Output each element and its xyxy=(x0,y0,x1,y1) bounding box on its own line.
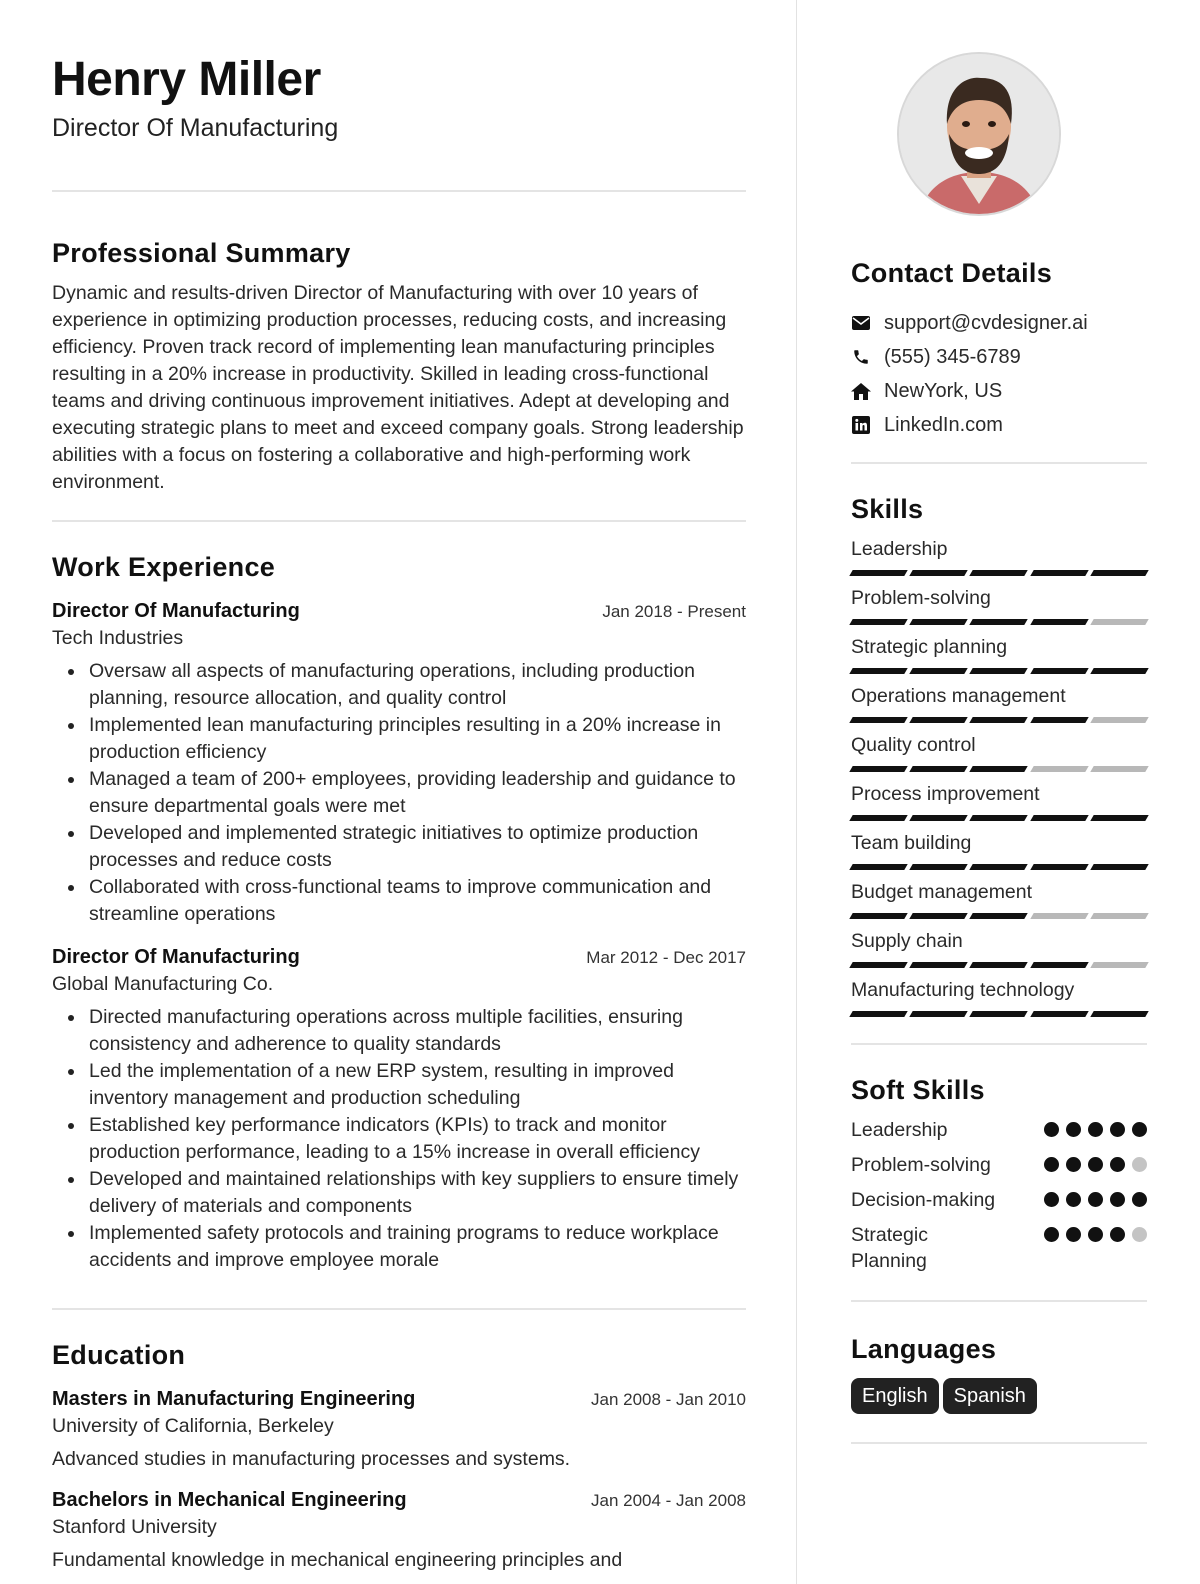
rating-dot xyxy=(1088,1192,1103,1207)
skill-level-segment xyxy=(1030,815,1089,821)
skill-level-segment xyxy=(1090,570,1149,576)
skill-level-segment xyxy=(849,815,908,821)
skill-name: Supply chain xyxy=(851,930,963,952)
job-bullet: Oversaw all aspects of manufacturing operations, including production planning, resource allocation, and quality control xyxy=(89,658,746,712)
summary-heading: Professional Summary xyxy=(52,238,351,268)
skill-level-segment xyxy=(849,864,908,870)
skill-level-bar xyxy=(851,962,1147,968)
contact-phone-text: (555) 345-6789 xyxy=(884,345,1021,368)
contact-location xyxy=(851,374,1147,408)
languages-heading: Languages xyxy=(851,1334,997,1364)
job-bullet: Led the implementation of a new ERP system, resulting in improved inventory management and production scheduling xyxy=(89,1058,746,1112)
job-bullets xyxy=(52,658,746,928)
job-bullet: Established key performance indicators (KPIs) to track and monitor production performance, leading to a 15% increase in overall efficiency xyxy=(89,1112,746,1166)
skill-level-segment xyxy=(1030,864,1089,870)
skill-level-segment xyxy=(970,1011,1029,1017)
experience-section xyxy=(52,550,746,1274)
envelope-icon xyxy=(851,313,871,333)
job-header xyxy=(52,598,746,625)
job-bullet: Implemented safety protocols and training programs to reduce workplace accidents and improve employee morale xyxy=(89,1220,746,1274)
skill-level-segment xyxy=(849,962,908,968)
education-header xyxy=(52,1386,746,1413)
contact-location-text: NewYork, US xyxy=(884,379,1003,402)
skill-level-segment xyxy=(849,913,908,919)
home-icon xyxy=(851,381,871,401)
skill-level-segment xyxy=(1090,1011,1149,1017)
soft-skill-name: Leadership xyxy=(851,1119,948,1141)
soft-skill-item xyxy=(851,1152,1147,1178)
skill-level-segment xyxy=(970,619,1029,625)
job-role: Director Of Manufacturing xyxy=(52,600,300,622)
contact-heading: Contact Details xyxy=(851,258,1053,288)
skill-level-segment xyxy=(970,962,1029,968)
skill-level-segment xyxy=(1090,913,1149,919)
skill-level-segment xyxy=(1030,717,1089,723)
rating-dot xyxy=(1044,1192,1059,1207)
phone-icon xyxy=(851,347,871,367)
job-bullet: Developed and maintained relationships with key suppliers to ensure timely delivery of materials and components xyxy=(89,1166,746,1220)
experience-heading: Work Experience xyxy=(52,552,276,582)
skill-level-segment xyxy=(849,619,908,625)
skill-item xyxy=(851,683,1147,723)
skill-level-bar xyxy=(851,913,1147,919)
divider xyxy=(52,190,746,192)
skill-level-segment xyxy=(909,619,968,625)
rating-dot xyxy=(1066,1192,1081,1207)
soft-skills-heading: Soft Skills xyxy=(851,1075,985,1105)
rating-dot xyxy=(1132,1192,1147,1207)
skill-level-segment xyxy=(909,668,968,674)
soft-skill-item xyxy=(851,1222,1147,1274)
education-list xyxy=(52,1386,746,1574)
education-degree: Masters in Manufacturing Engineering xyxy=(52,1388,416,1410)
rating-dot xyxy=(1088,1122,1103,1137)
soft-skill-rating xyxy=(1044,1117,1147,1137)
skill-item xyxy=(851,585,1147,625)
education-dates: Jan 2008 - Jan 2010 xyxy=(590,1390,746,1409)
skill-level-segment xyxy=(970,570,1029,576)
skill-level-bar xyxy=(851,766,1147,772)
skill-level-bar xyxy=(851,1011,1147,1017)
divider xyxy=(52,1308,746,1310)
rating-dot xyxy=(1110,1122,1125,1137)
rating-dot xyxy=(1066,1227,1081,1242)
job-dates: Jan 2018 - Present xyxy=(602,602,746,621)
skill-item xyxy=(851,928,1147,968)
skill-level-bar xyxy=(851,815,1147,821)
skill-item xyxy=(851,781,1147,821)
education-description: Fundamental knowledge in mechanical engineering principles and xyxy=(52,1549,623,1571)
rating-dot xyxy=(1044,1227,1059,1242)
skill-level-segment xyxy=(909,717,968,723)
skill-level-segment xyxy=(1030,619,1089,625)
job-header xyxy=(52,944,746,971)
skill-name: Strategic planning xyxy=(851,636,1008,658)
job-bullet: Developed and implemented strategic initiatives to optimize production processes and reduce costs xyxy=(89,820,746,874)
soft-skill-name: Problem-solving xyxy=(851,1154,991,1176)
profile-photo xyxy=(897,52,1061,216)
avatar-illustration xyxy=(899,54,1059,214)
skill-level-segment xyxy=(909,570,968,576)
rating-dot xyxy=(1132,1157,1147,1172)
skills-list xyxy=(851,536,1147,1017)
skill-item xyxy=(851,977,1147,1017)
rating-dot xyxy=(1044,1157,1059,1172)
summary-text: Dynamic and results-driven Director of Manufacturing with over 10 years of experience in optimizing production processes, reducing costs, and increasing efficiency. Proven track record of implementing lean manufacturing principles resulting in a 20% increase in productivity. Skilled in leading cross-functional teams and driving continuous improvement initiatives. Adept at developing and executing strategic plans to meet and exceed company goals. Strong leadership abilities with a focus on fostering a collaborative and high-performing work environment. xyxy=(52,282,744,493)
skill-level-segment xyxy=(970,815,1029,821)
skill-item xyxy=(851,879,1147,919)
job-bullet: Managed a team of 200+ employees, providing leadership and guidance to ensure departmental goals were met xyxy=(89,766,746,820)
skill-level-bar xyxy=(851,570,1147,576)
language-chip: English xyxy=(851,1378,939,1414)
contact-email[interactable] xyxy=(851,306,1147,340)
education-entry xyxy=(52,1386,746,1473)
skill-level-segment xyxy=(970,668,1029,674)
rating-dot xyxy=(1066,1157,1081,1172)
summary-section xyxy=(52,236,746,496)
skill-item xyxy=(851,536,1147,576)
education-school: University of California, Berkeley xyxy=(52,1415,334,1437)
education-header xyxy=(52,1487,746,1514)
skill-level-segment xyxy=(970,717,1029,723)
job-list xyxy=(52,598,746,1274)
languages-list xyxy=(851,1378,1147,1414)
job-bullets xyxy=(52,1004,746,1274)
language-chip: Spanish xyxy=(943,1378,1037,1414)
soft-skill-name: Decision-making xyxy=(851,1189,996,1211)
soft-skill-item xyxy=(851,1117,1147,1143)
skill-level-segment xyxy=(1090,717,1149,723)
sidebar xyxy=(851,52,1147,1444)
job-dates: Mar 2012 - Dec 2017 xyxy=(586,948,746,967)
skill-level-segment xyxy=(970,913,1029,919)
soft-skills-list xyxy=(851,1117,1147,1274)
skill-name: Budget management xyxy=(851,881,1033,903)
skill-level-segment xyxy=(909,766,968,772)
rating-dot xyxy=(1088,1227,1103,1242)
education-entry xyxy=(52,1487,746,1574)
contact-phone[interactable] xyxy=(851,340,1147,374)
skill-level-bar xyxy=(851,619,1147,625)
skill-item xyxy=(851,830,1147,870)
skill-level-segment xyxy=(849,766,908,772)
job-entry xyxy=(52,598,746,928)
skill-level-segment xyxy=(1090,766,1149,772)
skill-level-segment xyxy=(849,717,908,723)
soft-skill-rating xyxy=(1044,1187,1147,1207)
skill-name: Team building xyxy=(851,832,972,854)
rating-dot xyxy=(1044,1122,1059,1137)
job-entry xyxy=(52,944,746,1274)
skill-level-segment xyxy=(849,1011,908,1017)
skill-level-segment xyxy=(1030,1011,1089,1017)
job-bullet: Implemented lean manufacturing principles resulting in a 20% increase in production efficiency xyxy=(89,712,746,766)
skill-name: Operations management xyxy=(851,685,1066,707)
education-dates: Jan 2004 - Jan 2008 xyxy=(590,1491,746,1510)
skill-name: Quality control xyxy=(851,734,976,756)
education-heading: Education xyxy=(52,1340,186,1370)
skill-level-segment xyxy=(1030,668,1089,674)
skill-level-segment xyxy=(909,1011,968,1017)
rating-dot xyxy=(1132,1227,1147,1242)
divider xyxy=(851,1300,1147,1302)
skill-level-segment xyxy=(849,570,908,576)
soft-skill-rating xyxy=(1044,1152,1147,1172)
skills-heading: Skills xyxy=(851,494,924,524)
skill-level-segment xyxy=(1030,766,1089,772)
divider xyxy=(851,1043,1147,1045)
skill-level-bar xyxy=(851,864,1147,870)
rating-dot xyxy=(1110,1192,1125,1207)
linkedin-icon xyxy=(851,415,871,435)
divider xyxy=(851,1442,1147,1444)
skill-level-segment xyxy=(849,668,908,674)
skill-level-segment xyxy=(909,815,968,821)
skill-level-segment xyxy=(1030,913,1089,919)
skill-level-segment xyxy=(1090,815,1149,821)
skill-name: Manufacturing technology xyxy=(851,979,1075,1001)
job-company: Global Manufacturing Co. xyxy=(52,973,274,995)
job-role: Director Of Manufacturing xyxy=(52,946,300,968)
rating-dot xyxy=(1110,1157,1125,1172)
soft-skill-item xyxy=(851,1187,1147,1213)
rating-dot xyxy=(1088,1157,1103,1172)
skill-level-segment xyxy=(1030,962,1089,968)
skill-level-segment xyxy=(970,864,1029,870)
rating-dot xyxy=(1110,1227,1125,1242)
skill-level-segment xyxy=(909,962,968,968)
skill-name: Leadership xyxy=(851,538,948,560)
skill-level-bar xyxy=(851,668,1147,674)
education-description: Advanced studies in manufacturing processes and systems. xyxy=(52,1448,571,1470)
job-company: Tech Industries xyxy=(52,627,184,649)
contact-linkedin-text: LinkedIn.com xyxy=(884,413,1003,436)
main-column xyxy=(52,52,746,1574)
contact-linkedin[interactable] xyxy=(851,408,1147,442)
skill-level-segment xyxy=(1090,962,1149,968)
education-school: Stanford University xyxy=(52,1516,217,1538)
rating-dot xyxy=(1132,1122,1147,1137)
skill-level-segment xyxy=(909,913,968,919)
skill-level-segment xyxy=(1090,668,1149,674)
skill-name: Process improvement xyxy=(851,783,1040,805)
skill-level-segment xyxy=(1090,619,1149,625)
skill-item xyxy=(851,732,1147,772)
soft-skill-rating xyxy=(1044,1222,1147,1242)
skill-item xyxy=(851,634,1147,674)
skill-name: Problem-solving xyxy=(851,587,991,609)
candidate-title: Director Of Manufacturing xyxy=(52,114,339,142)
skill-level-segment xyxy=(909,864,968,870)
contact-email-text: support@cvdesigner.ai xyxy=(884,311,1088,334)
job-bullet: Collaborated with cross-functional teams to improve communication and streamline operations xyxy=(89,874,746,928)
contact-list xyxy=(851,306,1147,442)
soft-skill-name: Strategic Planning xyxy=(851,1224,928,1272)
skill-level-bar xyxy=(851,717,1147,723)
rating-dot xyxy=(1066,1122,1081,1137)
divider xyxy=(851,462,1147,464)
divider xyxy=(52,520,746,522)
skill-level-segment xyxy=(1030,570,1089,576)
education-degree: Bachelors in Mechanical Engineering xyxy=(52,1489,407,1511)
education-section xyxy=(52,1338,746,1574)
job-bullet: Directed manufacturing operations across multiple facilities, ensuring consistency and adherence to quality standards xyxy=(89,1004,746,1058)
candidate-name: Henry Miller xyxy=(52,53,321,106)
skill-level-segment xyxy=(970,766,1029,772)
skill-level-segment xyxy=(1090,864,1149,870)
